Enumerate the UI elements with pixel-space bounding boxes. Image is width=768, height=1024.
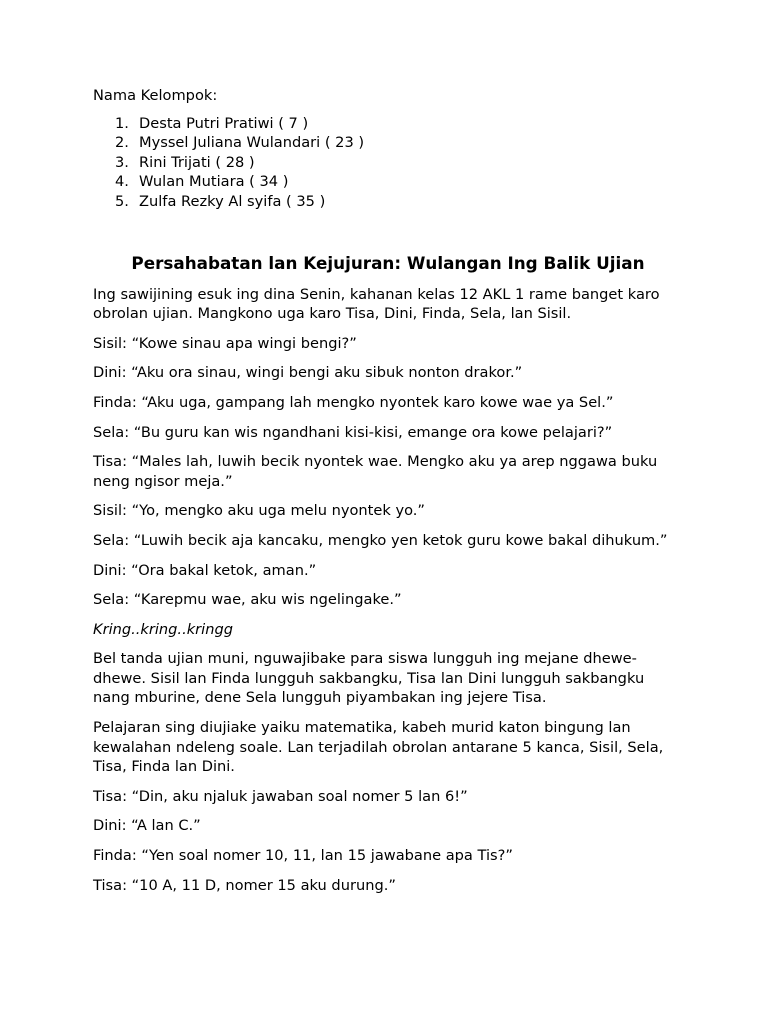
sound-effect-line: Kring..kring..kringg (93, 620, 233, 638)
dialogue-line: Finda: “Yen soal nomer 10, 11, lan 15 jawabane apa Tis?” (93, 847, 513, 865)
dialogue-line: Dini: “Aku ora sinau, wingi bengi aku sibuk nonton drakor.” (93, 364, 523, 382)
dialogue-line: Sela: “Bu guru kan wis ngandhani kisi-kisi, emange ora kowe pelajari?” (93, 423, 613, 441)
dialogue-line: Dini: “Ora bakal ketok, aman.” (93, 561, 317, 579)
member-number: 4. (115, 173, 129, 191)
group-label: Nama Kelompok: (93, 87, 218, 104)
document-content (93, 86, 683, 905)
dialogue-line: Sela: “Luwih becik aja kancaku, mengko yen ketok guru kowe bakal dihukum.” (93, 531, 668, 549)
dialogue-line: Tisa: “10 A, 11 D, nomer 15 aku durung.” (93, 876, 396, 894)
dialogue-line: Tisa: “Din, aku njaluk jawaban soal nomer 5 lan 6!” (93, 787, 468, 805)
member-number: 2. (115, 134, 129, 152)
member-name: Zulfa Rezky Al syifa ( 35 ) (139, 192, 326, 210)
member-list (93, 114, 683, 212)
member-name: Wulan Mutiara ( 34 ) (139, 173, 289, 191)
dialogue-line: Tisa: “Males lah, luwih becik nyontek wae. Mengko aku ya arep nggawa buku neng ngisor meja.” (93, 453, 658, 490)
story-paragraph: Ing sawijining esuk ing dina Senin, kahanan kelas 12 AKL 1 rame banget karo obrolan ujian. Mangkono uga karo Tisa, Dini, Finda, Sela, lan Sisil. (93, 285, 660, 323)
dialogue-line: Sisil: “Yo, mengko aku uga melu nyontek yo.” (93, 502, 425, 520)
story-paragraph: Pelajaran sing diujiake yaiku matematika, kabeh murid katon bingung lan kewalahan ndeleng soale. Lan terjadilah obrolan antarane 5 kanca, Sisil, Sela, Tisa, Finda lan Dini. (93, 719, 664, 776)
member-name: Myssel Juliana Wulandari ( 23 ) (139, 134, 365, 152)
member-name: Rini Trijati ( 28 ) (139, 153, 255, 171)
member-item (115, 153, 683, 173)
member-number: 3. (115, 153, 129, 171)
member-name: Desta Putri Pratiwi ( 7 ) (139, 114, 309, 132)
member-item (115, 114, 683, 134)
dialogue-line: Sela: “Karepmu wae, aku wis ngelingake.” (93, 591, 402, 609)
dialogue-line: Sisil: “Kowe sinau apa wingi bengi?” (93, 334, 357, 352)
member-number: 1. (115, 114, 129, 132)
member-number: 5. (115, 192, 129, 210)
member-item (115, 172, 683, 192)
dialogue-line: Finda: “Aku uga, gampang lah mengko nyontek karo kowe wae ya Sel.” (93, 393, 614, 411)
story-title: Persahabatan lan Kejujuran: Wulangan Ing Balik Ujian (131, 252, 645, 273)
dialogue-line: Dini: “A lan C.” (93, 817, 201, 835)
member-item (115, 192, 683, 212)
member-item (115, 133, 683, 153)
story-paragraph: Bel tanda ujian muni, nguwajibake para siswa lungguh ing mejane dhewe-dhewe. Sisil lan Finda lungguh sakbangku, Tisa lan Dini lungguh sakbangku nang mburine, dene Sela lungguh piyambakan ing jejere Tisa. (93, 650, 645, 707)
